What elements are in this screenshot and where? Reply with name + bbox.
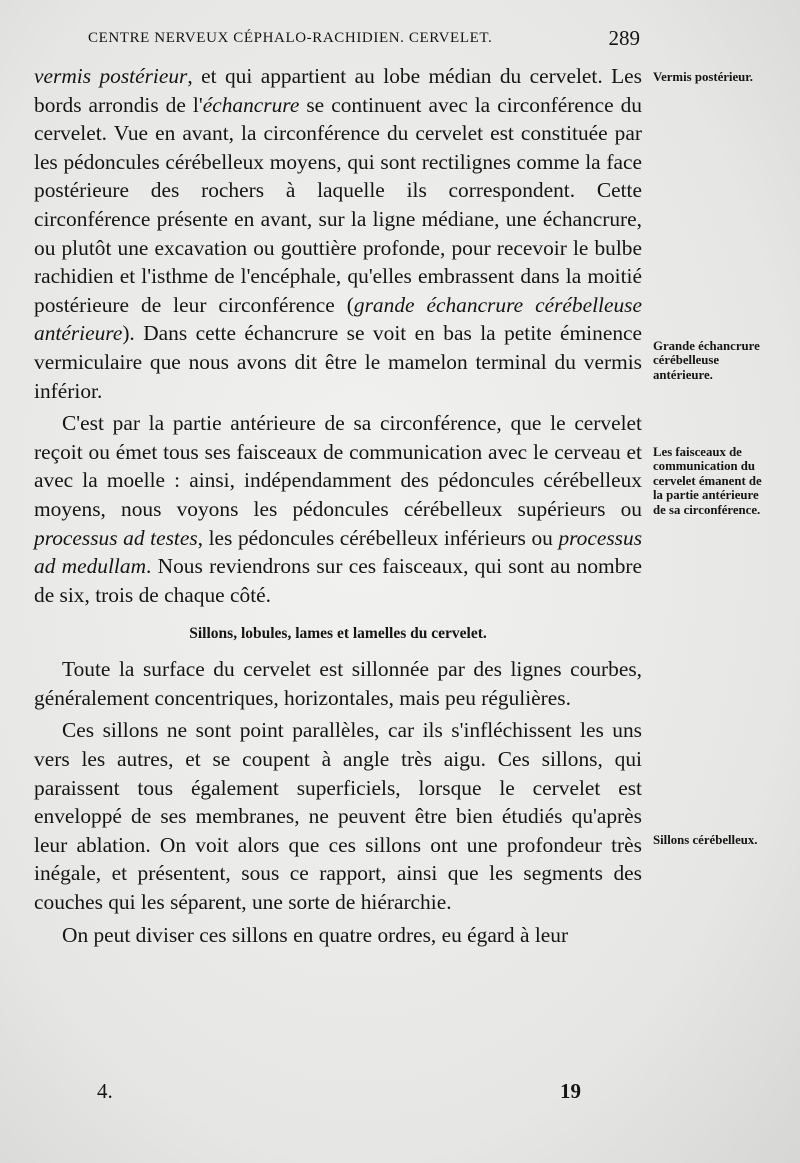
margin-note-vermis: Vermis postérieur. [653,70,753,84]
paragraph-5: On peut diviser ces sillons en quatre ordres, eu égard à leur [62,922,569,947]
text-run: C'est par la partie antérieure de sa circonférence, que le cervelet reçoit ou émet tous ses faisceaux de communication avec le cerveau et avec la moelle : ainsi, indépendamment des pédoncules cérébelleux moyens, nous voyons les pédoncules cérébelleux supérieurs ou [34,411,642,521]
text-run: ). Dans cette échancrure se voit en bas la petite éminence vermiculaire que nous avons dit être le mamelon terminal du vermis inférior. [34,321,642,403]
paragraph-2 [34,409,642,609]
paragraph-1 [34,62,642,405]
text-run: . Nous reviendrons sur ces faisceaux, qui sont au nombre de six, trois de chaque côté. [34,554,643,607]
margin-note-grande-echancrure: Grande échancrure cérébelleuse antérieure. [653,339,760,382]
margin-note-sillons: Sillons cérébelleux. [653,833,758,847]
paragraph-3: Toute la surface du cervelet est sillonnée par des lignes courbes, généralement concentriques, horizontales, mais peu régulières. [34,657,642,710]
italic-term: processus ad medullam [34,525,643,579]
running-title: CENTRE NERVEUX CÉPHALO-RACHIDIEN. CERVELET. [88,30,493,46]
italic-term: échancrure [202,92,300,117]
italic-term: grande échancrure cérébelleuse antérieure [34,292,642,346]
text-run: , les pédoncules cérébelleux inférieurs ou [197,525,559,550]
running-header [88,26,640,50]
main-text [34,62,642,949]
section-subheading: Sillons, lobules, lames et lamelles du cervelet. [189,625,487,643]
page-number: 289 [608,26,640,50]
signature-mark: 4. [97,1079,113,1103]
margin-note-faisceaux: Les faisceaux de communication du cervelet émanent de la partie antérieure de sa circonférence. [653,445,762,517]
paragraph-4: Ces sillons ne sont point parallèles, car ils s'infléchissent les uns vers les autres, et se coupent à angle très aigu. Ces sillons, qui paraissent tous également superficiels, lorsque le cervelet est enveloppé de ses membranes, ne peuvent être bien étudiés qu'après leur ablation. On voit alors que ces sillons ont une profondeur très inégale, et présentent, sous ce rapport, ainsi que les segments des couches qui les séparent, une sorte de hiérarchie. [34,718,642,915]
italic-term: vermis postérieur [34,64,188,88]
text-run: , et qui appartient au lobe médian du cervelet. Les bords arrondis de l' [34,64,642,117]
italic-term: processus ad testes [34,525,198,550]
text-run: se continuent avec la circonférence du cervelet. Vue en avant, la circonférence du cervelet est constituée par les pédoncules cérébelleux moyens, qui sont rectilignes comme la face postérieure des rochers à laquelle ils correspondent. Cette circonférence présente en avant, sur la ligne médiane, une échancrure, ou plutôt une excavation ou gouttière profonde, pour recevoir le bulbe rachidien et l'isthme de l'encéphale, qu'elles embrassent dans la moitié postérieure de leur circonférence ( [34,92,642,317]
sheet-number: 19 [560,1079,581,1103]
